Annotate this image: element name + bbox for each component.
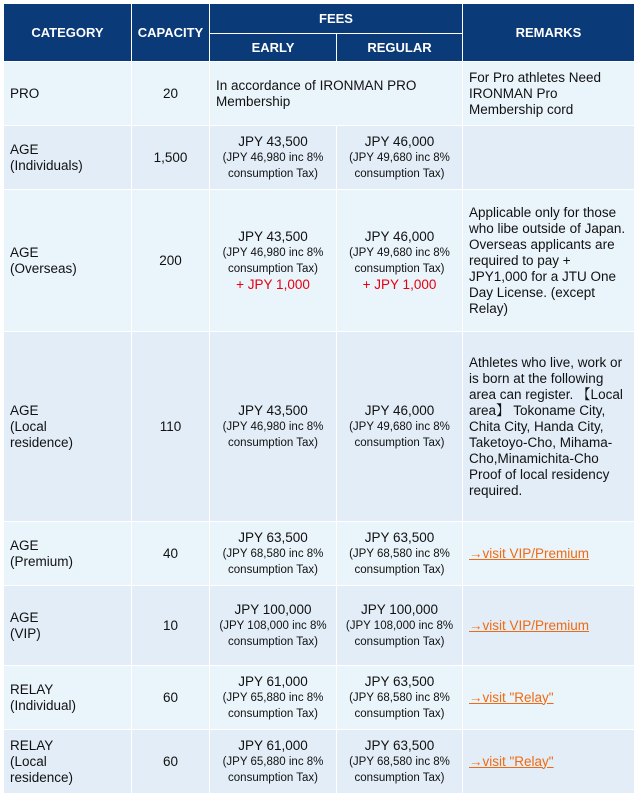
visit-vip-premium-link[interactable]: →visit VIP/Premium [469, 545, 590, 561]
regular-fee-cell [337, 522, 463, 586]
early-fee-tax: (JPY 68,580 inc 8% consumption Tax) [222, 547, 324, 576]
header-capacity: CAPACITY [132, 4, 210, 62]
regular-fee-tax: (JPY 68,580 inc 8% consumption Tax) [349, 691, 450, 720]
category-sub: (Individual) [10, 697, 77, 713]
category-cell [4, 666, 132, 730]
regular-fee-tax: (JPY 49,680 inc 8% consumption Tax) [349, 420, 450, 449]
early-fee-cell [210, 730, 337, 794]
remarks-cell [463, 730, 635, 794]
category-cell [4, 190, 132, 332]
capacity-cell: 1,500 [132, 126, 210, 190]
category-cell [4, 126, 132, 190]
remarks-cell [463, 126, 635, 190]
regular-fee-tax: (JPY 68,580 inc 8% consumption Tax) [349, 755, 450, 784]
regular-fee-price: JPY 46,000 [364, 133, 435, 149]
remarks-cell [463, 332, 635, 522]
remarks-cell [463, 190, 635, 332]
capacity-cell: 200 [132, 190, 210, 332]
early-fee-price: JPY 61,000 [238, 737, 308, 753]
early-fee-cell [210, 332, 337, 522]
regular-fee-price: JPY 46,000 [364, 402, 435, 418]
early-fee-cell [210, 522, 337, 586]
header-category: CATEGORY [4, 4, 132, 62]
early-fee-tax: (JPY 108,000 inc 8% consumption Tax) [219, 619, 327, 648]
category-sub: (Local [10, 753, 47, 769]
regular-fee-surcharge: + JPY 1,000 [362, 276, 437, 292]
header-fees: FEES [210, 4, 463, 34]
regular-fee-cell [337, 332, 463, 522]
category-name: PRO [10, 85, 40, 101]
capacity-cell: 40 [132, 522, 210, 586]
visit-relay-link[interactable]: →visit "Relay" [469, 689, 554, 705]
fees-note-cell [210, 62, 463, 126]
category-sub: (Overseas) [10, 260, 77, 276]
category-sub: (Individuals) [10, 157, 83, 173]
regular-fee-price: JPY 100,000 [360, 601, 439, 617]
table-row [4, 730, 635, 794]
category-name: AGE [10, 537, 39, 553]
category-sub: (Premium) [10, 553, 73, 569]
regular-fee-cell [337, 666, 463, 730]
table-row [4, 666, 635, 730]
early-fee-cell [210, 190, 337, 332]
early-fee-tax: (JPY 46,980 inc 8% consumption Tax) [222, 246, 324, 275]
fees-note: In accordance of IRONMAN PRO Membership [216, 77, 417, 109]
category-name: AGE [10, 141, 39, 157]
early-fee-price: JPY 43,500 [238, 228, 308, 244]
remarks-cell [463, 666, 635, 730]
table-row [4, 522, 635, 586]
early-fee-tax: (JPY 46,980 inc 8% consumption Tax) [222, 420, 324, 449]
category-cell [4, 62, 132, 126]
regular-fee-price: JPY 46,000 [364, 228, 435, 244]
early-fee-price: JPY 61,000 [238, 673, 308, 689]
category-sub: residence) [10, 434, 74, 450]
header-early: EARLY [210, 33, 337, 62]
remarks-cell [463, 62, 635, 126]
table-row [4, 190, 635, 332]
regular-fee-tax: (JPY 49,680 inc 8% consumption Tax) [349, 151, 450, 180]
category-sub: residence) [10, 769, 74, 785]
regular-fee-tax: (JPY 108,000 inc 8% consumption Tax) [345, 619, 454, 648]
visit-vip-premium-link[interactable]: →visit VIP/Premium [469, 617, 590, 633]
capacity-cell: 60 [132, 730, 210, 794]
table-row [4, 332, 635, 522]
regular-fee-cell [337, 190, 463, 332]
remarks-text: Applicable only for those who libe outside of Japan. Overseas applicants are required to pay + JPY1,000 for a JTU One Day License. (except Relay) [469, 204, 626, 316]
early-fee-tax: (JPY 65,880 inc 8% consumption Tax) [222, 691, 324, 720]
early-fee-price: JPY 43,500 [238, 133, 308, 149]
category-cell [4, 332, 132, 522]
early-fee-cell [210, 126, 337, 190]
regular-fee-tax: (JPY 49,680 inc 8% consumption Tax) [349, 246, 450, 275]
table-row [4, 126, 635, 190]
category-name: AGE [10, 244, 39, 260]
header-regular: REGULAR [337, 33, 463, 62]
early-fee-price: JPY 63,500 [238, 529, 308, 545]
fees-table [3, 3, 635, 794]
regular-fee-price: JPY 63,500 [364, 673, 435, 689]
remarks-cell [463, 522, 635, 586]
category-sub: (Local [10, 418, 47, 434]
category-name: RELAY [10, 737, 54, 753]
regular-fee-price: JPY 63,500 [364, 737, 435, 753]
table-row [4, 62, 635, 126]
capacity-cell: 60 [132, 666, 210, 730]
early-fee-cell [210, 586, 337, 666]
header-row [4, 4, 635, 34]
category-cell [4, 522, 132, 586]
remarks-text: Athletes who live, work or is born at the following area can register. 【Local area】 Tokoname City, Chita City, Handa City, Taketoyo-Cho, Mihama-Cho,Minamichita-Cho Proof of local residency required. [469, 354, 623, 498]
early-fee-surcharge: + JPY 1,000 [236, 276, 310, 292]
early-fee-price: JPY 100,000 [234, 601, 312, 617]
early-fee-tax: (JPY 65,880 inc 8% consumption Tax) [222, 755, 324, 784]
category-sub: (VIP) [10, 625, 41, 641]
header-remarks: REMARKS [463, 4, 635, 62]
regular-fee-cell [337, 730, 463, 794]
remarks-text: For Pro athletes Need IRONMAN Pro Membership cord [469, 69, 602, 117]
capacity-cell: 110 [132, 332, 210, 522]
remarks-cell [463, 586, 635, 666]
capacity-cell: 20 [132, 62, 210, 126]
category-name: AGE [10, 609, 39, 625]
regular-fee-price: JPY 63,500 [364, 529, 435, 545]
category-name: AGE [10, 402, 39, 418]
regular-fee-cell [337, 126, 463, 190]
category-cell [4, 586, 132, 666]
capacity-cell: 10 [132, 586, 210, 666]
category-cell [4, 730, 132, 794]
regular-fee-tax: (JPY 68,580 inc 8% consumption Tax) [349, 547, 450, 576]
early-fee-cell [210, 666, 337, 730]
early-fee-tax: (JPY 46,980 inc 8% consumption Tax) [222, 151, 324, 180]
early-fee-price: JPY 43,500 [238, 402, 308, 418]
regular-fee-cell [337, 586, 463, 666]
visit-relay-link[interactable]: →visit "Relay" [469, 753, 554, 769]
category-name: RELAY [10, 681, 54, 697]
table-row [4, 586, 635, 666]
